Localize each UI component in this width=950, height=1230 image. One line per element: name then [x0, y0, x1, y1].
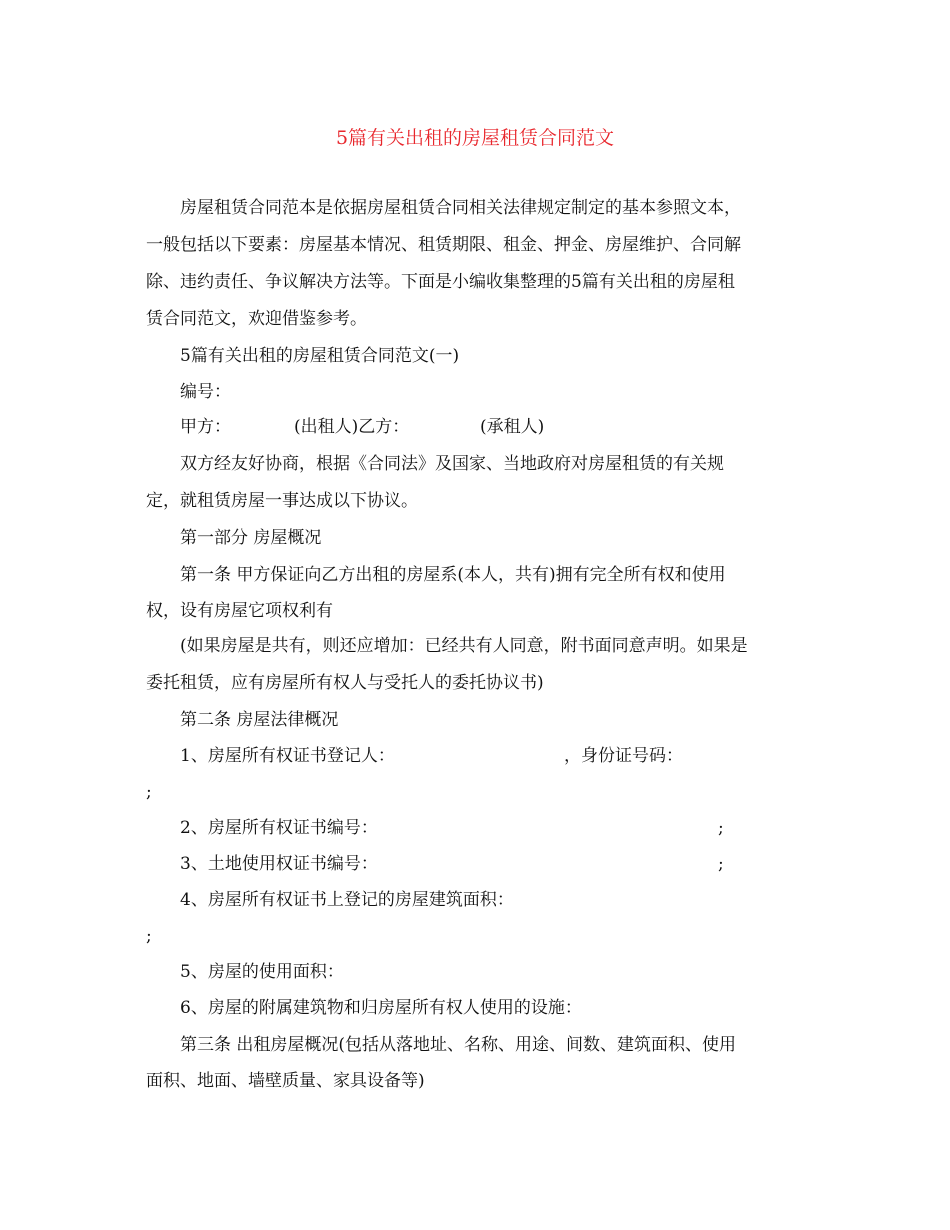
intro-line-4: 赁合同范文，欢迎借鉴参考。 [146, 309, 367, 329]
article-three-line-2: 面积、地面、墙壁质量、家具设备等) [146, 1071, 425, 1091]
item-2-label: 2、房屋所有权证书编号： [180, 818, 378, 838]
article-three-line-1: 第三条 出租房屋概况(包括从落地址、名称、用途、间数、建筑面积、使用 [180, 1035, 737, 1055]
intro-line-3: 除、违约责任、争议解决方法等。下面是小编收集整理的5篇有关出租的房屋租 [146, 272, 735, 292]
article-one-note-line-2: 委托租赁，应有房屋所有权人与受托人的委托协议书) [146, 673, 544, 693]
article-two-heading: 第二条 房屋法律概况 [180, 710, 339, 730]
item-6-label: 6、房屋的附属建筑物和归房屋所有权人使用的设施： [180, 998, 582, 1018]
article-one-note-line-1: (如果房屋是共有，则还应增加：已经共有人同意，附书面同意声明。如果是 [180, 636, 748, 656]
item-3-label: 3、土地使用权证书编号： [180, 854, 378, 874]
agreement-line-1: 双方经友好协商，根据《合同法》及国家、当地政府对房屋租赁的有关规 [180, 454, 724, 474]
item-5-label: 5、房屋的使用面积： [180, 962, 344, 982]
item-2-semicolon: ; [718, 818, 724, 838]
party-b-role: (承租人) [480, 417, 545, 437]
document-title: 5篇有关出租的房屋租赁合同范文 [335, 127, 615, 149]
contract-heading: 5篇有关出租的房屋租赁合同范文(一) [180, 346, 460, 366]
item-1-semicolon: ; [146, 782, 152, 802]
intro-line-1: 房屋租赁合同范本是依据房屋租赁合同相关法律规定制定的基本参照文本， [180, 198, 741, 218]
item-3-semicolon: ; [718, 854, 724, 874]
party-a-role: (出租人)乙方： [294, 417, 410, 437]
item-4-label: 4、房屋所有权证书上登记的房屋建筑面积： [180, 890, 514, 910]
number-label: 编号： [180, 382, 231, 402]
part-one-heading: 第一部分 房屋概况 [180, 528, 322, 548]
item-1-id-label: ，身份证号码： [564, 746, 683, 766]
intro-line-2: 一般包括以下要素：房屋基本情况、租赁期限、租金、押金、房屋维护、合同解 [146, 235, 741, 255]
agreement-line-2: 定，就租赁房屋一事达成以下协议。 [146, 491, 418, 511]
party-a-label: 甲方： [180, 417, 231, 437]
article-one-line-1: 第一条 甲方保证向乙方出租的房屋系(本人，共有)拥有完全所有权和使用 [180, 565, 726, 585]
item-1-label: 1、房屋所有权证书登记人： [180, 746, 395, 766]
item-4-semicolon: ; [146, 926, 152, 946]
article-one-line-2: 权，设有房屋它项权利有 [146, 601, 333, 621]
